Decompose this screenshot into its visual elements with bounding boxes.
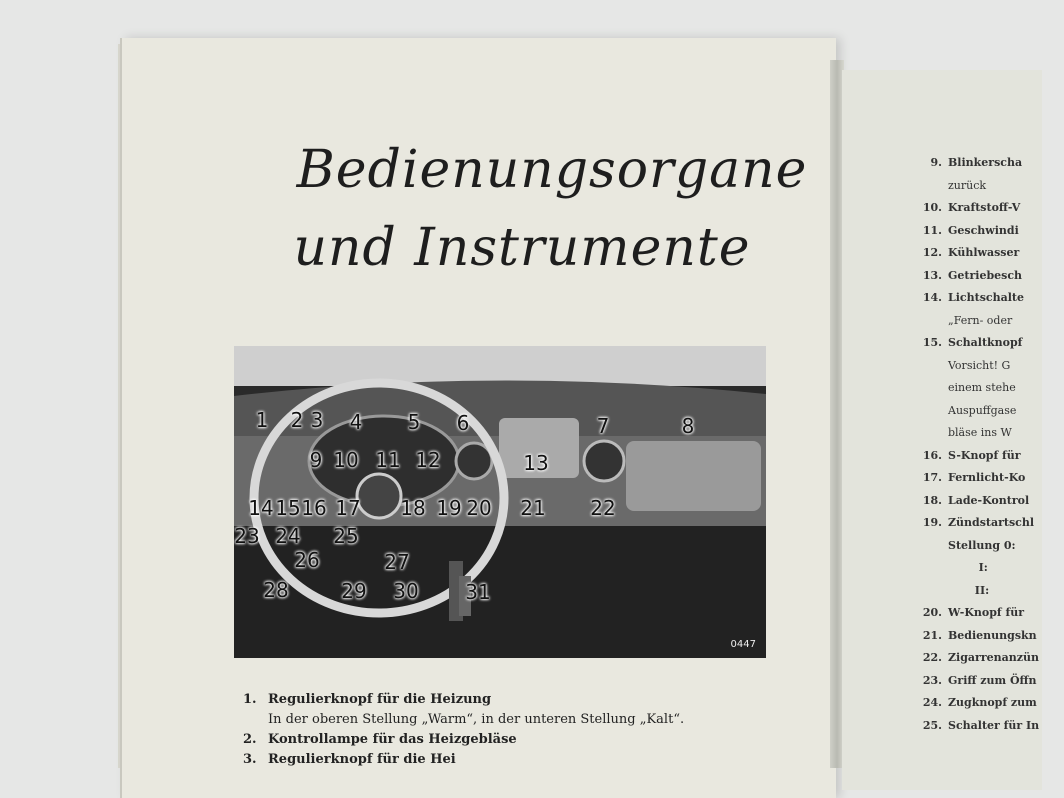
callout-27: 27 <box>384 550 410 574</box>
item-text: Stellung 0: <box>948 538 1016 552</box>
list-item <box>910 445 1039 468</box>
callout-6: 6 <box>456 411 470 435</box>
list-item <box>910 310 1039 333</box>
callout-24: 24 <box>275 524 301 548</box>
list-item <box>910 647 1039 670</box>
item-text: zurück <box>948 178 987 192</box>
item-number: 23. <box>922 673 942 687</box>
list-item <box>910 580 1039 603</box>
item-text: Lichtschalte <box>948 291 1024 304</box>
item-text: Zündstartschl <box>948 516 1035 529</box>
callout-10: 10 <box>333 448 359 472</box>
callout-29: 29 <box>341 579 367 603</box>
list-item <box>910 332 1039 355</box>
list-item <box>910 400 1039 423</box>
list-item <box>910 670 1039 693</box>
callout-13: 13 <box>523 451 549 475</box>
item-text: Auspuffgase <box>948 403 1017 417</box>
list-item <box>910 715 1039 738</box>
list-item <box>243 710 684 730</box>
item-number: 21. <box>922 628 942 642</box>
item-number: 22. <box>922 651 942 664</box>
item-text: Zigarrenanzün <box>948 651 1039 664</box>
item-text: Zugknopf zum <box>948 696 1037 709</box>
callout-5: 5 <box>407 410 421 434</box>
item-text: Fernlicht-Ko <box>948 471 1026 484</box>
item-text: Regulierknopf für die Heizung <box>268 692 492 707</box>
item-text: Blinkerscha <box>948 156 1023 169</box>
item-text: Schaltknopf <box>948 336 1023 349</box>
item-number: 10. <box>922 201 942 214</box>
callout-20: 20 <box>466 496 492 520</box>
item-number: 12. <box>922 246 942 259</box>
item-text: „Fern- oder <box>948 313 1013 327</box>
item-number <box>910 355 948 378</box>
list-item <box>910 355 1039 378</box>
item-number: 24. <box>922 696 942 709</box>
item-number <box>910 400 948 423</box>
callout-3: 3 <box>310 408 324 432</box>
item-text: II: <box>948 583 990 597</box>
callout-31: 31 <box>465 580 491 604</box>
callout-11: 11 <box>375 448 401 472</box>
item-text: I: <box>948 561 988 574</box>
item-text: Kühlwasser <box>948 246 1020 259</box>
item-text: Bedienungskn <box>948 628 1037 642</box>
list-item <box>910 512 1039 535</box>
callout-15: 15 <box>275 496 301 520</box>
item-number <box>910 535 948 558</box>
callout-26: 26 <box>294 548 320 572</box>
item-text: Kraftstoff-V <box>948 201 1021 214</box>
list-item <box>910 490 1039 513</box>
callout-1: 1 <box>255 408 269 432</box>
list-item <box>910 557 1039 580</box>
list-item <box>910 152 1039 175</box>
callout-19: 19 <box>436 496 462 520</box>
list-item <box>910 625 1039 648</box>
legend-list-right <box>910 152 1039 737</box>
callout-7: 7 <box>596 414 610 438</box>
callout-22: 22 <box>590 496 616 520</box>
item-text: Kontrollampe für das Heizgebläse <box>268 732 517 747</box>
item-text: Griff zum Öffn <box>948 673 1037 687</box>
item-number: 13. <box>922 268 942 282</box>
list-item <box>910 197 1039 220</box>
item-text: Geschwindi <box>948 223 1019 237</box>
item-number <box>910 557 948 580</box>
item-text: Schalter für In <box>948 718 1040 732</box>
callout-14: 14 <box>248 496 274 520</box>
item-number: 9. <box>930 156 942 169</box>
item-number <box>243 710 268 730</box>
list-item <box>910 467 1039 490</box>
item-number: 19. <box>922 516 942 529</box>
item-number <box>910 422 948 445</box>
list-item <box>910 287 1039 310</box>
list-item <box>243 690 684 710</box>
list-item <box>910 242 1039 265</box>
list-item <box>243 750 684 770</box>
list-item <box>910 692 1039 715</box>
callout-30: 30 <box>393 579 419 603</box>
callout-25: 25 <box>333 524 359 548</box>
page-title-line-1: Bedienungsorgane <box>296 140 808 200</box>
figure-code: 0447 <box>730 639 756 650</box>
list-item <box>910 265 1039 288</box>
legend-list-left <box>243 690 684 770</box>
callout-12: 12 <box>415 448 441 472</box>
callout-8: 8 <box>681 414 695 438</box>
list-item <box>910 220 1039 243</box>
item-number <box>910 310 948 333</box>
page-title-line-2: und Instrumente <box>293 218 751 278</box>
item-number: 14. <box>922 291 942 304</box>
item-text: S-Knopf für <box>948 448 1021 462</box>
item-number: 3. <box>243 752 257 767</box>
item-text: Getriebesch <box>948 268 1023 282</box>
callout-4: 4 <box>349 410 363 434</box>
item-number: 18. <box>922 493 942 507</box>
item-number: 2. <box>243 732 257 747</box>
item-text: W-Knopf für <box>948 606 1024 619</box>
list-item <box>910 535 1039 558</box>
callout-23: 23 <box>234 524 260 548</box>
item-text: In der oberen Stellung „Warm“, in der unteren Stellung „Kalt“. <box>268 712 685 727</box>
list-item <box>910 175 1039 198</box>
item-text: bläse ins W <box>948 426 1012 439</box>
item-number: 15. <box>922 336 942 349</box>
callout-2: 2 <box>290 408 304 432</box>
callout-16: 16 <box>301 496 327 520</box>
item-text: Regulierknopf für die Hei <box>268 752 456 767</box>
callout-21: 21 <box>520 496 546 520</box>
item-number: 11. <box>922 223 942 237</box>
list-item <box>910 602 1039 625</box>
item-number <box>910 377 948 400</box>
list-item <box>910 377 1039 400</box>
item-text: Lade-Kontrol <box>948 493 1030 507</box>
item-text: einem stehe <box>948 381 1016 394</box>
item-number: 1. <box>243 692 257 707</box>
item-number: 17. <box>922 471 942 484</box>
callout-18: 18 <box>400 496 426 520</box>
list-item <box>910 422 1039 445</box>
item-number: 20. <box>922 606 942 619</box>
callout-9: 9 <box>309 448 323 472</box>
callout-28: 28 <box>263 578 289 602</box>
callout-17: 17 <box>335 496 361 520</box>
item-number: 16. <box>922 448 942 462</box>
item-number <box>910 175 948 198</box>
item-text: Vorsicht! G <box>948 358 1011 372</box>
dashboard-photo <box>234 346 766 658</box>
item-number: 25. <box>922 718 942 732</box>
item-number <box>910 580 948 603</box>
list-item <box>243 730 684 750</box>
